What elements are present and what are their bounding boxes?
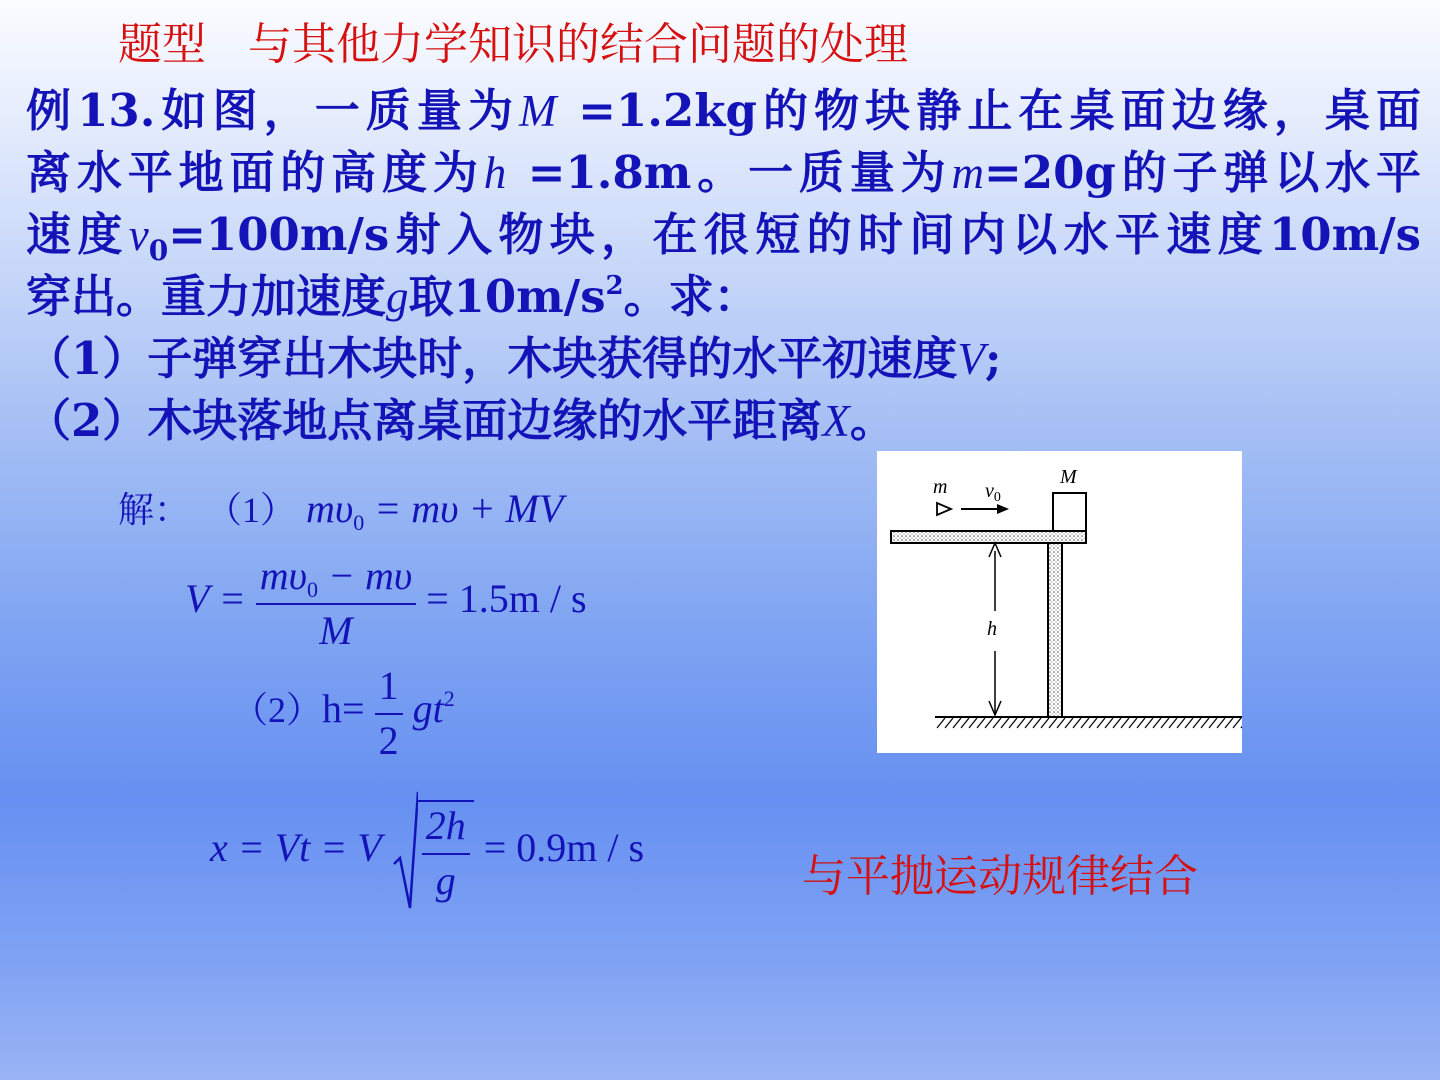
hatch-mark: [1137, 718, 1145, 728]
block: [1053, 493, 1086, 531]
bullet-icon: [937, 503, 951, 515]
hatch-mark: [1121, 718, 1129, 728]
label-m: m: [933, 476, 948, 498]
square-root: [392, 790, 474, 914]
hatch-mark: [1097, 718, 1105, 728]
hatch-mark: [1233, 718, 1241, 728]
equation-fall-height: （2）h= $\frac{1}{2}$ $gt^2$: [232, 663, 455, 763]
hatch-mark: [1225, 718, 1233, 728]
slide-title: 题型 与其他力学知识的结合问题的处理: [118, 19, 908, 70]
root-fraction: $\frac{2h}{g}$: [418, 800, 474, 904]
hatch-mark: [1241, 718, 1242, 728]
half-fraction: $\frac{1}{2}$: [375, 662, 403, 764]
hatch-mark: [1217, 718, 1225, 728]
hatch-mark: [1177, 718, 1185, 728]
hatch-mark: [1089, 718, 1097, 728]
hatch-mark: [969, 718, 977, 728]
hatch-mark: [993, 718, 1001, 728]
method-note: 与平抛运动规律结合: [802, 851, 1198, 902]
hatch-mark: [1033, 718, 1041, 728]
problem-line-2: 离水平地面的高度为h =1.8m。一质量为m=20g的子弹以水平: [26, 146, 1421, 199]
problem-line-3: 速度$v_0=100m/s$射入物块，在很短的时间内以水平速度10m/s: [26, 208, 1421, 267]
hatch-mark: [1105, 718, 1113, 728]
question-2: （2）木块落地点离桌面边缘的水平距离X。: [26, 394, 895, 447]
hatch-mark: [1201, 718, 1209, 728]
hatch-mark: [1209, 718, 1217, 728]
hatch-mark: [1145, 718, 1153, 728]
hatch-mark: [1113, 718, 1121, 728]
hatch-mark: [953, 718, 961, 728]
hatch-mark: [961, 718, 969, 728]
hatch-mark: [1057, 718, 1065, 728]
question-1: （1）子弹穿出木块时，木块获得的水平初速度V;: [26, 332, 1002, 385]
velocity-fraction: $\frac{m\upsilon_0 - m\upsilon}{M}$: [256, 552, 417, 654]
hatch-mark: [985, 718, 993, 728]
table-top: [891, 531, 1086, 543]
hatch-mark: [1153, 718, 1161, 728]
problem-line-1: 例13.如图，一质量为M =1.2kg的物块静止在桌面边缘，桌面: [26, 84, 1421, 137]
hatch-mark: [1169, 718, 1177, 728]
hatch-mark: [1185, 718, 1193, 728]
equation-velocity: V = $\frac{m\upsilon_0 - m\upsilon}{M}$ = 1.5m / s: [185, 553, 587, 653]
hatch-mark: [1073, 718, 1081, 728]
label-v0: $v_0$: [985, 480, 1001, 505]
hatch-mark: [1025, 718, 1033, 728]
problem-statement: [26, 80, 1421, 452]
hatch-mark: [1129, 718, 1137, 728]
hatch-mark: [1041, 718, 1049, 728]
part-1-label: （1）: [206, 490, 297, 530]
hatch-mark: [977, 718, 985, 728]
label-M: M: [1060, 466, 1077, 488]
table-leg: [1048, 543, 1062, 717]
label-h: h: [987, 618, 997, 640]
hatch-mark: [1001, 718, 1009, 728]
equation-momentum: 解： （1） $m\upsilon_0 = m\upsilon$ + MV: [118, 486, 564, 535]
hatch-mark: [1081, 718, 1089, 728]
hatch-mark: [1161, 718, 1169, 728]
ground-hatching: [937, 718, 1242, 728]
hatch-mark: [1017, 718, 1025, 728]
problem-figure: [877, 451, 1242, 753]
hatch-mark: [1009, 718, 1017, 728]
hatch-mark: [945, 718, 953, 728]
hatch-mark: [937, 718, 945, 728]
hatch-mark: [1049, 718, 1057, 728]
radical-sign-icon: [392, 790, 418, 914]
table-block-diagram: [877, 451, 1242, 753]
problem-line-4: 穿出。重力加速度g取$10m/s^2$。求：: [26, 270, 759, 323]
part-2-label: （2）: [232, 690, 323, 731]
solution-label: 解：: [118, 490, 191, 531]
hatch-mark: [1193, 718, 1201, 728]
equation-distance: x = Vt = V $\frac{2h}{g}$ = 0.9m / s: [210, 790, 644, 914]
hatch-mark: [1065, 718, 1073, 728]
velocity-arrow-head-icon: [997, 504, 1009, 514]
